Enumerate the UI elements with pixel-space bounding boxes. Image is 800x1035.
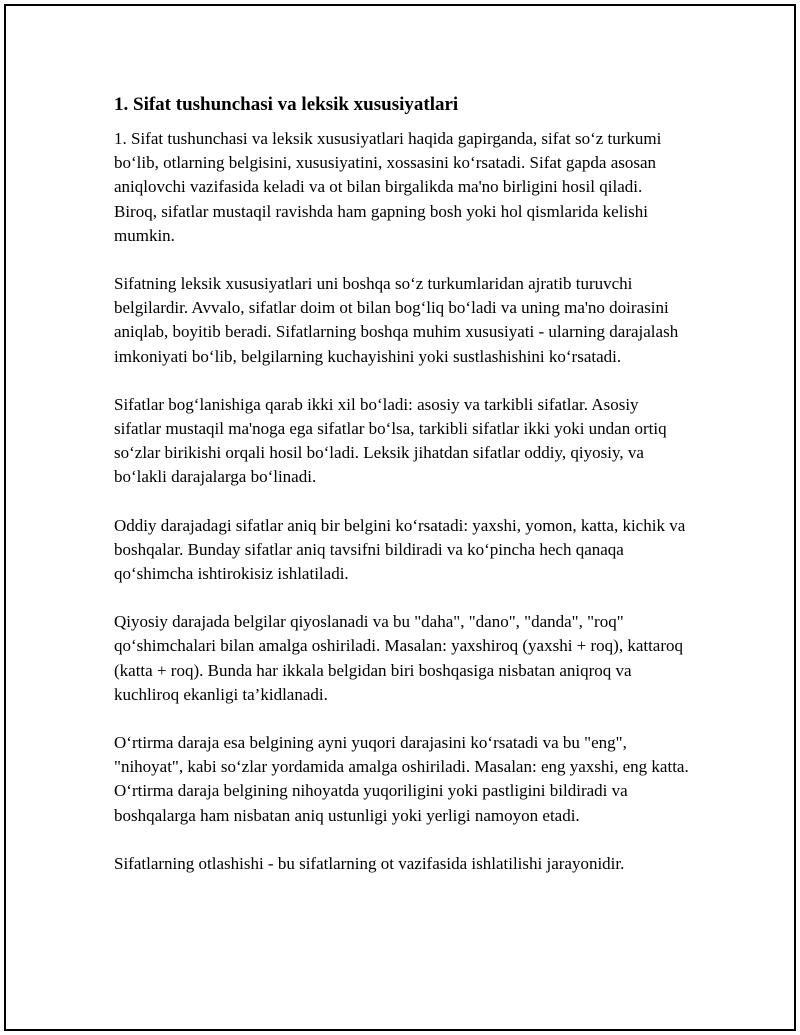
document-body — [114, 92, 689, 900]
paragraph-5: Qiyosiy darajada belgilar qiyoslanadi va bu "daha", "dano", "danda", "roq" qo‘shimchalari bilan amalga oshiriladi. Masalan: yaxshiroq (yaxshi + roq), kattaroq (katta + roq). Bunda har ikkala belgidan biri boshqasiga nisbatan aniqroq va kuchliroq ekanligi ta’kidlanadi. — [114, 612, 684, 704]
paragraph-3: Sifatlar bog‘lanishiga qarab ikki xil bo‘ladi: asosiy va tarkibli sifatlar. Asosiy sifatlar mustaqil ma'noga ega sifatlar bo‘lsa, tarkibli sifatlar ikki yoki undan ortiq so‘zlar birikishi orqali hosil bo‘ladi. Leksik jihatdan sifatlar oddiy, qiyosiy, va bo‘lakli darajalarga bo‘linadi. — [114, 394, 667, 487]
paragraph-4: Oddiy darajadagi sifatlar aniq bir belgini ko‘rsatadi: yaxshi, yomon, katta, kichik va boshqalar. Bunday sifatlar aniq tavsifni bildiradi va ko‘pincha hech qanaqa qo‘shimcha ishtirokisiz ishlatiladi. — [114, 515, 686, 584]
paragraph-6: O‘rtirma daraja esa belgining ayni yuqori darajasini ko‘rsatadi va bu "eng", "nihoyat", kabi so‘zlar yordamida amalga oshiriladi. Masalan: eng yaxshi, eng katta. O‘rtirma daraja belgining nihoyatda yuqoriligini yoki pastligini bildiradi va boshqalarga ham nisbatan aniq ustunligi yoki yerligi namoyon etadi. — [114, 733, 689, 825]
paragraph-2: Sifatning leksik xususiyatlari uni boshqa so‘z turkumlaridan ajratib turuvchi belgilardir. Avvalo, sifatlar doim ot bilan bog‘liq bo‘ladi va uning ma'no doirasini aniqlab, boyitib beradi. Sifatlarning boshqa muhim xususiyati - ularning darajalash imkoniyati bo‘lib, belgilarning kuchayishini yoki sustlashishini ko‘rsatadi. — [114, 274, 679, 366]
paragraph-7: Sifatlarning otlashishi - bu sifatlarning ot vazifasida ishlatilishi jarayonidir. — [114, 853, 625, 873]
document-title: 1. Sifat tushunchasi va leksik xususiyatlari — [114, 94, 459, 115]
paragraph-1: 1. Sifat tushunchasi va leksik xususiyatlari haqida gapirganda, sifat so‘z turkumi bo‘lib, otlarning belgisini, xususiyatini, xossasini ko‘rsatadi. Sifat gapda asosan aniqlovchi vazifasida keladi va ot bilan birgalikda ma'no birligini hosil qiladi. Biroq, sifatlar mustaqil ravishda ham gapning bosh yoki hol qismlarida kelishi mumkin. — [114, 129, 662, 245]
